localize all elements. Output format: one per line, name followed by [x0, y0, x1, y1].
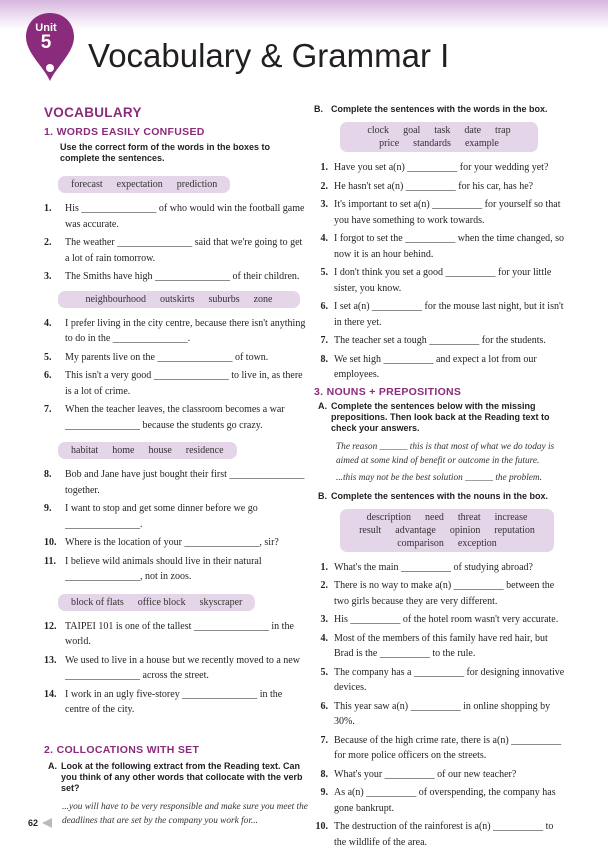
section-1b-instruction: B. Complete the sentences with the words in the box.	[314, 104, 548, 114]
page-number: 62	[28, 818, 39, 828]
exercise-item[interactable]: 9. I want to stop and get some dinner before we go _______________.	[44, 503, 258, 530]
exercise-list-1	[44, 201, 308, 285]
unit-number: 5	[40, 32, 52, 53]
page-arrow-icon	[42, 818, 52, 828]
section-1-instruction: Use the correct form of the words in the boxes to complete the sentences.	[60, 142, 271, 163]
word-box-1	[58, 176, 230, 193]
right-column	[314, 104, 568, 853]
exercise-list-4	[44, 619, 308, 718]
header-band	[0, 0, 608, 30]
section-1-heading: 1. WORDS EASILY CONFUSED	[44, 126, 205, 138]
exercise-item[interactable]: 6. This isn't a very good _______________ to live in, as there is a lot of crime.	[44, 370, 303, 397]
exercise-item[interactable]: 1. His _______________ of who would win the football game was accurate.	[44, 203, 305, 230]
exercise-item[interactable]: 6. I set a(n) __________ for the mouse last night, but it isn't in there yet.	[320, 301, 564, 328]
exercise-item[interactable]: 2. The weather _______________ said that we're going to get a lot of rain tomorrow.	[44, 237, 303, 264]
word-box-2: neighbourhood outskirts suburbs zone	[58, 291, 300, 308]
left-column	[44, 104, 308, 828]
exercise-item[interactable]: 13. We used to live in a house but we recently moved to a new _______________ across the street.	[44, 654, 300, 681]
exercise-list-2	[44, 316, 308, 434]
word: prediction	[176, 179, 218, 190]
exercise-item[interactable]: 3. His __________ of the hotel room wasn't very accurate.	[320, 614, 559, 625]
exercise-item[interactable]: 4. I forgot to set the __________ when the time changed, so now it is an hour behind.	[320, 233, 565, 260]
word-box-set: clock goal task date trap price standards example	[340, 122, 538, 152]
exercise-item[interactable]: 10. Where is the location of your _______________, sir?	[44, 537, 279, 548]
word: expectation	[116, 179, 163, 190]
preposition-extract-2: ...this may not be the best solution ______ the problem.	[336, 472, 542, 483]
exercise-item[interactable]: 7. The teacher set a tough __________ for the students.	[320, 335, 546, 346]
exercise-item[interactable]: 6. This year saw a(n) __________ in online shopping by 30%.	[320, 700, 551, 727]
section-3-heading: 3. NOUNS + PREPOSITIONS	[314, 385, 462, 398]
exercise-item[interactable]: 3. The Smiths have high _______________ of their children.	[44, 271, 300, 282]
word-box-3: habitat home house residence	[58, 442, 237, 459]
exercise-item[interactable]: 8. What's your __________ of our new teacher?	[320, 768, 517, 780]
exercise-item[interactable]: 3. It's important to set a(n) __________ for yourself so that you have something to work towards.	[320, 199, 561, 226]
exercise-item[interactable]: 1. What's the main __________ of studying abroad?	[320, 561, 533, 573]
exercise-item[interactable]: 11. I believe wild animals should live in their natural _______________, not in zoos.	[44, 555, 262, 582]
word-box-4: block of flats office block skyscraper	[58, 594, 255, 611]
exercise-item[interactable]: 5. The company has a __________ for designing innovative devices.	[320, 666, 565, 693]
exercise-item[interactable]: 2. He hasn't set a(n) __________ for his car, has he?	[320, 180, 534, 192]
word-box-nouns: description need threat increase result advantage opinion reputation comparison exception	[340, 509, 554, 552]
exercise-item[interactable]: 14. I work in an ugly five-storey _______________ in the centre of the city.	[44, 688, 283, 715]
exercise-item[interactable]: 12. TAIPEI 101 is one of the tallest _______________ in the world.	[44, 620, 294, 647]
unit-label: Unit	[35, 22, 57, 34]
exercise-item[interactable]: 8. Bob and Jane have just bought their first _______________ together.	[44, 469, 305, 496]
vocabulary-heading: VOCABULARY	[44, 105, 142, 120]
exercise-item[interactable]: 10. The destruction of the rainforest is a(n) __________ to the wildlife of the area.	[315, 821, 554, 848]
section-2-heading: 2. COLLOCATIONS WITH SET	[44, 743, 200, 756]
exercise-item[interactable]: 4. I prefer living in the city centre, because there isn't anything to do in the _______________.	[44, 317, 306, 344]
page-title: Vocabulary & Grammar I	[88, 37, 450, 74]
exercise-list-set	[314, 160, 568, 383]
exercise-item[interactable]: 5. I don't think you set a good __________ for your little sister, you know.	[320, 267, 552, 294]
exercise-item[interactable]: 5. My parents live on the _______________ of town.	[44, 351, 269, 363]
exercise-list-nouns	[314, 560, 568, 851]
section-3b-instruction: B. Complete the sentences with the nouns in the box.	[318, 490, 549, 501]
exercise-item[interactable]: 4. Most of the members of this family have red hair, but Brad is the __________ to the rule.	[320, 632, 548, 659]
preposition-extract-1: The reason ______ this is that most of what we do today is aimed at some kind of benefit or outcome in the future.	[336, 441, 555, 466]
section-2a-instruction: A. Look at the following extract from the Reading text. Can you think of any other words that collocate with the verb set?	[48, 760, 303, 793]
word: forecast	[71, 179, 103, 190]
section-3a-instruction: A. Complete the sentences below with the missing prepositions. Then look back at the Reading text to check your answers.	[318, 400, 550, 433]
exercise-item[interactable]: 2. There is no way to make a(n) __________ between the two girls because they are very different.	[320, 580, 555, 607]
exercise-item[interactable]: 7. When the teacher leaves, the classroom becomes a war _______________ because the students go crazy.	[44, 404, 285, 431]
exercise-item[interactable]: 1. Have you set a(n) __________ for your wedding yet?	[320, 162, 549, 173]
exercise-item[interactable]: 7. Because of the high crime rate, there is a(n) __________ for more police officers on the streets.	[320, 734, 562, 761]
reading-extract: ...you will have to be very responsible and make sure you meet the deadlines that are set by the company you work for...	[62, 801, 308, 826]
exercise-list-3	[44, 467, 308, 585]
exercise-item[interactable]: 9. As a(n) __________ of overspending, the company has gone bankrupt.	[320, 787, 556, 814]
exercise-item[interactable]: 8. We set high __________ and expect a lot from our employees.	[320, 353, 537, 380]
